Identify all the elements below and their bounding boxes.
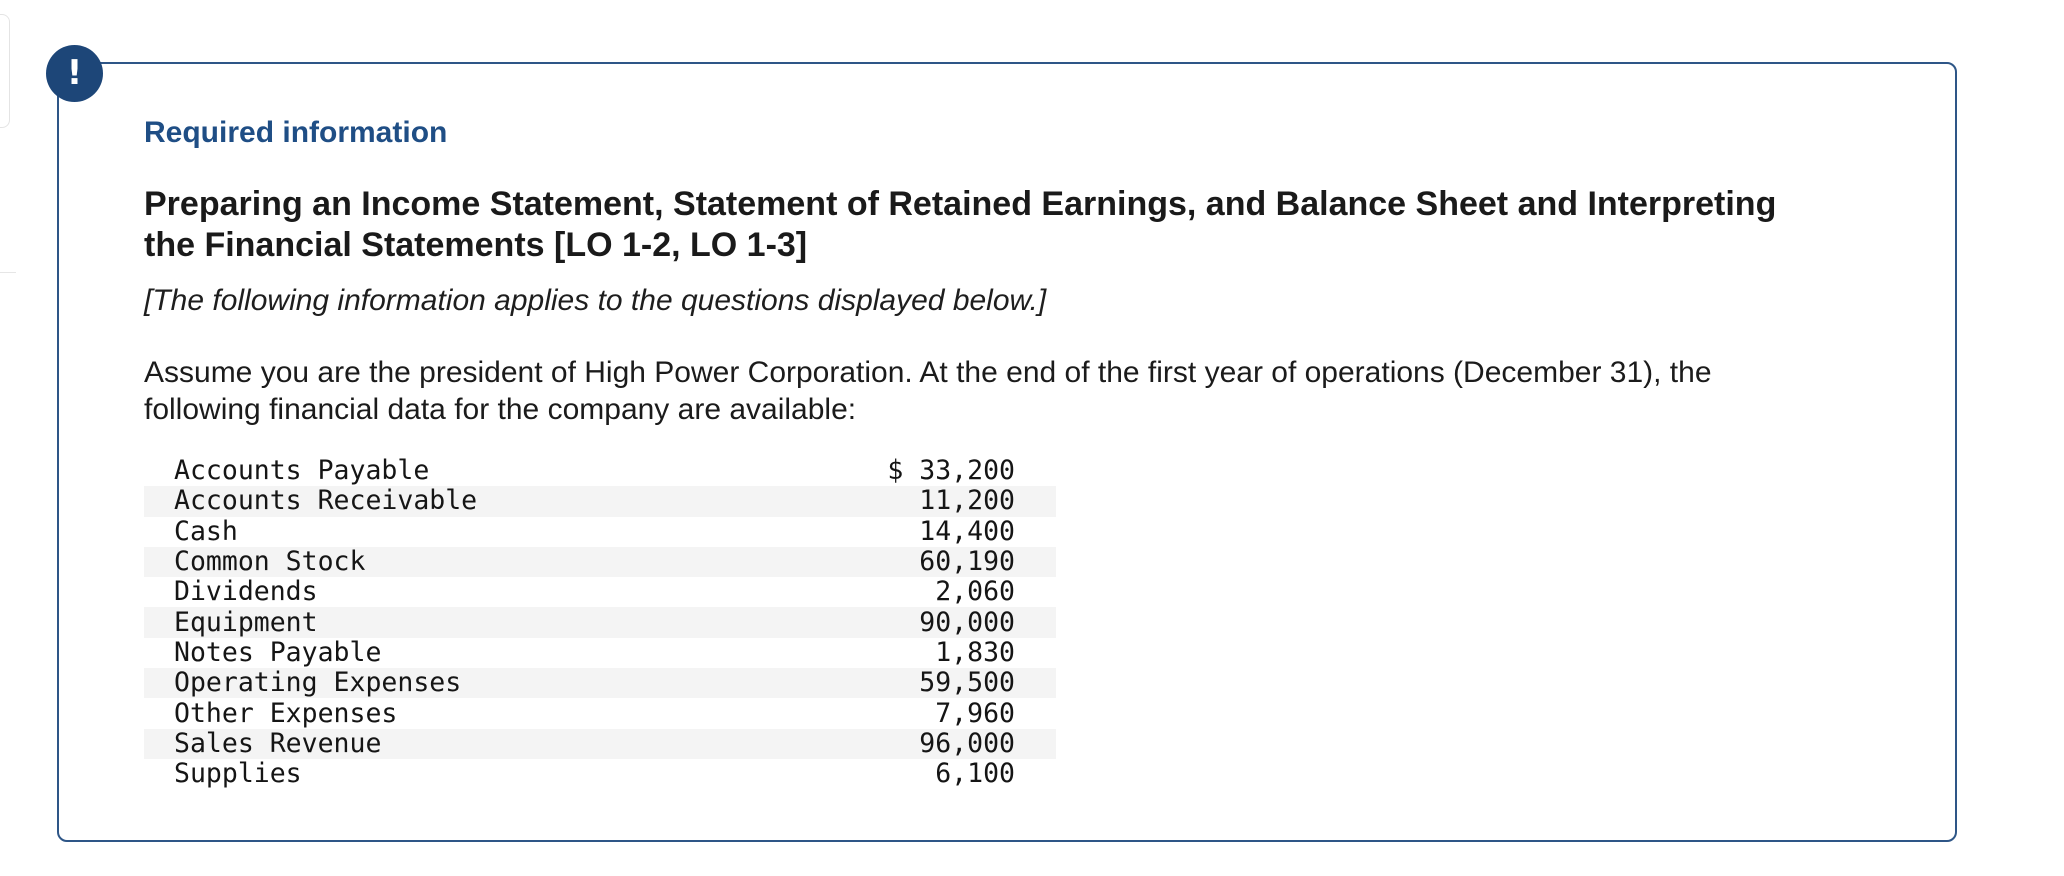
table-row (144, 759, 1056, 789)
financial-data-table (144, 456, 1056, 789)
account-value: 1,830 (935, 636, 1015, 668)
account-value: 7,960 (935, 697, 1015, 729)
account-value: 14,400 (919, 515, 1015, 547)
account-value: 59,500 (919, 667, 1015, 699)
required-info-heading: Required information (144, 116, 448, 149)
table-row (144, 607, 1056, 637)
account-label: Accounts Payable (174, 455, 430, 487)
account-label: Sales Revenue (174, 727, 382, 759)
account-label: Common Stock (174, 546, 366, 578)
account-label: Equipment (174, 606, 318, 638)
financial-data-body (144, 456, 1056, 789)
table-row (144, 456, 1056, 486)
account-label: Dividends (174, 576, 318, 608)
card-content (144, 115, 1824, 428)
account-value: 11,200 (919, 485, 1015, 517)
account-label: Supplies (174, 758, 302, 790)
side-divider (0, 272, 16, 273)
table-row (144, 668, 1056, 698)
account-value: 6,100 (935, 758, 1015, 790)
table-row (144, 517, 1056, 547)
account-label: Notes Payable (174, 636, 382, 668)
side-panel-edge (0, 14, 10, 128)
account-label: Cash (174, 515, 238, 547)
problem-title: Preparing an Income Statement, Statement of Retained Earnings, and Balance Sheet and Interpreting the Financial Statements [LO 1-2, LO 1-3] (144, 185, 1777, 264)
applies-note: [The following information applies to the questions displayed below.] (144, 284, 1047, 317)
table-row (144, 547, 1056, 577)
account-value: 60,190 (919, 546, 1015, 578)
table-row (144, 577, 1056, 607)
account-value: $ 33,200 (887, 455, 1015, 487)
account-value: 2,060 (935, 576, 1015, 608)
account-label: Accounts Receivable (174, 485, 478, 517)
account-label: Operating Expenses (174, 667, 462, 699)
problem-intro: Assume you are the president of High Power Corporation. At the end of the first year of operations (December 31), the following financial data for the company are available: (144, 356, 1712, 426)
account-value: 90,000 (919, 606, 1015, 638)
account-value: 96,000 (919, 727, 1015, 759)
exclamation-icon: ! (46, 45, 103, 102)
table-row (144, 729, 1056, 759)
table-row (144, 698, 1056, 728)
account-label: Other Expenses (174, 697, 398, 729)
table-row (144, 638, 1056, 668)
table-row (144, 486, 1056, 516)
